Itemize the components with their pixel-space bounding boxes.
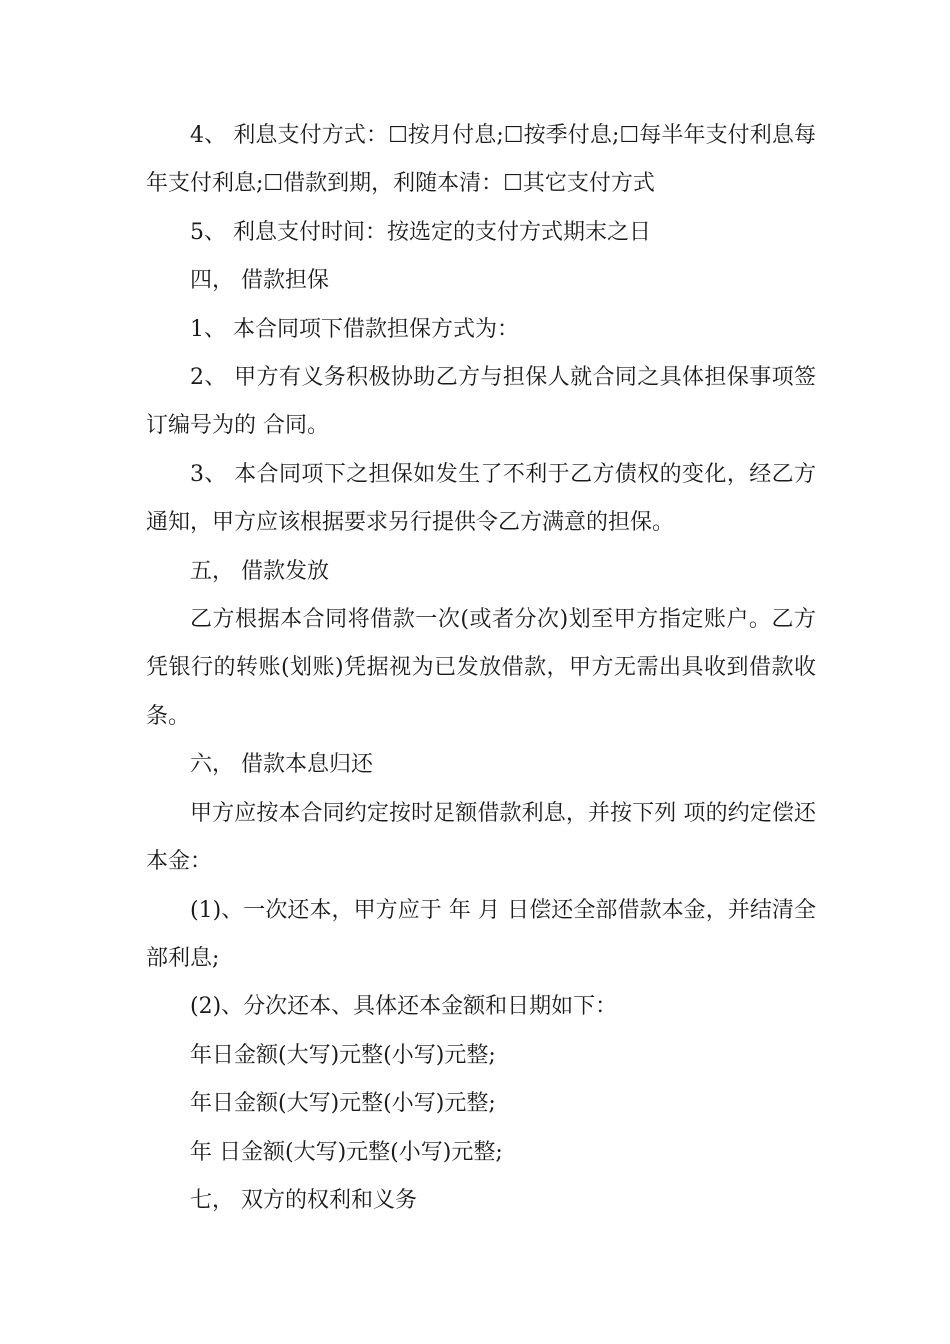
installment-line: 年日金额(大写)元整(小写)元整;	[190, 1091, 496, 1117]
section-heading-rights-obligations: 七， 双方的权利和义务	[190, 1187, 417, 1213]
clause-guarantee-change: 3、 本合同项下之担保如发生了不利于乙方债权的变化，经乙方通知，甲方应该根据要求另行提供令乙方满意的担保。	[146, 461, 816, 536]
section-heading-repayment: 六， 借款本息归还	[190, 752, 373, 778]
clause-repayment-installments: (2)、分次还本、具体还本金额和日期如下：	[190, 994, 618, 1020]
clause-guarantee-assistance: 2、 甲方有义务积极协助乙方与担保人就合同之具体担保事项签订编号为的 合同。	[146, 365, 816, 439]
clause-repayment-intro: 甲方应按本合同约定按时足额借款利息，并按下列 项的约定偿还本金：	[146, 800, 816, 875]
clause-repayment-lump-sum: (1)、一次还本，甲方应于 年 月 日偿还全部借款本金，并结清全部利息;	[146, 897, 816, 971]
installment-line: 年 日金额(大写)元整(小写)元整;	[190, 1139, 503, 1165]
section-heading-loan-disbursement: 五， 借款发放	[190, 558, 329, 584]
clause-interest-payment-time: 5、 利息支付时间：按选定的支付方式期末之日	[190, 219, 651, 245]
document-body	[146, 112, 816, 1225]
clause-interest-payment-method: 4、 利息支付方式：☐按月付息;☐按季付息;☐每半年支付利息每年支付利息;☐借款到期，利随本清：☐其它支付方式	[146, 123, 816, 197]
installment-line: 年日金额(大写)元整(小写)元整;	[190, 1042, 496, 1068]
section-heading-loan-guarantee: 四， 借款担保	[190, 268, 329, 294]
clause-disbursement: 乙方根据本合同将借款一次(或者分次)划至甲方指定账户。乙方凭银行的转账(划账)凭据视为已发放借款，甲方无需出具收到借款收条。	[146, 607, 816, 729]
clause-guarantee-method: 1、 本合同项下借款担保方式为：	[190, 316, 519, 342]
